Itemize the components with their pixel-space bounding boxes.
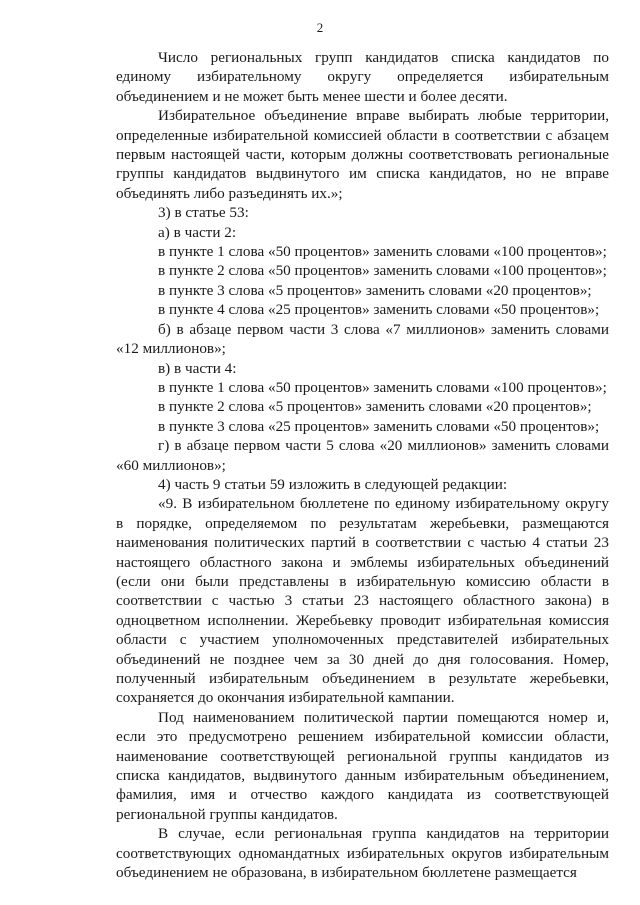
paragraph-territories: Избирательное объединение вправе выбирать любые территории, определенные избирательной комиссией области в соответствии с абзацем первым настоящей части, которым должны соответствовать региональные группы кандидатов выдвинутого им списка кандидатов, но не вправе объединять либо разъединять их.»; bbox=[116, 107, 609, 202]
item-part-2-point-1: в пункте 1 слова «50 процентов» заменить словами «100 процентов»; bbox=[158, 243, 607, 261]
item-part-2-point-3: в пункте 3 слова «5 процентов» заменить словами «20 процентов»; bbox=[158, 281, 592, 299]
paragraph-if-not-formed: В случае, если региональная группа кандидатов на территории соответствующих одномандатных избирательных округов избирательным объединением не образована, в избирательном бюллетене размещается bbox=[116, 825, 609, 882]
item-part-2-point-4: в пункте 4 слова «25 процентов» заменить словами «50 процентов»; bbox=[158, 301, 600, 319]
item-part-4-point-3: в пункте 3 слова «25 процентов» заменить словами «50 процентов»; bbox=[158, 417, 600, 435]
document-body bbox=[116, 48, 609, 882]
item-part-2: а) в части 2: bbox=[158, 223, 237, 241]
item-article-59: 4) часть 9 статьи 59 изложить в следующей редакции: bbox=[158, 475, 508, 493]
paragraph-under-party-name: Под наименованием политической партии помещаются номер и, если это предусмотрено решением избирательной комиссии области, наименование соответствующей региональной группы кандидатов из списка кандидатов, выдвинутого данным избирательным объединением, фамилия, имя и отчество каждого кандидата из соответствующей региональной группы кандидатов. bbox=[116, 708, 609, 823]
paragraph-group-count: Число региональных групп кандидатов списка кандидатов по единому избирательному округу определяется избирательным объединением и не может быть менее шести и более десяти. bbox=[116, 49, 609, 105]
item-part-4-point-2: в пункте 2 слова «5 процентов» заменить словами «20 процентов»; bbox=[158, 398, 592, 416]
item-part-5: г) в абзаце первом части 5 слова «20 миллионов» заменить словами «60 миллионов»; bbox=[116, 437, 609, 474]
item-article-53: 3) в статье 53: bbox=[158, 204, 249, 222]
item-part-4: в) в части 4: bbox=[158, 359, 237, 377]
item-part-3: б) в абзаце первом части 3 слова «7 миллионов» заменить словами «12 миллионов»; bbox=[116, 320, 609, 358]
item-part-2-point-2: в пункте 2 слова «50 процентов» заменить словами «100 процентов»; bbox=[158, 262, 607, 280]
item-part-4-point-1: в пункте 1 слова «50 процентов» заменить словами «100 процентов»; bbox=[158, 378, 607, 396]
page-number: 2 bbox=[316, 20, 324, 35]
paragraph-ballot-order: «9. В избирательном бюллетене по единому избирательному округу в порядке, определяемом по результатам жеребьевки, размещаются наименования политических партий в соответствии с частью 4 статьи 23 настоящего областного закона и эмблемы избирательных объединений (если они были представлены в избирательную комиссию области в соответствии с частью 3 статьи 23 настоящего областного закона) в одноцветном исполнении. Жеребьевку проводит избирательная комиссия области с участием уполномоченных представителей избирательных объединений не позднее чем за 30 дней до дня голосования. Номер, полученный избирательным объединением в результате жеребьевки, сохраняется до окончания избирательной кампании. bbox=[116, 495, 609, 707]
